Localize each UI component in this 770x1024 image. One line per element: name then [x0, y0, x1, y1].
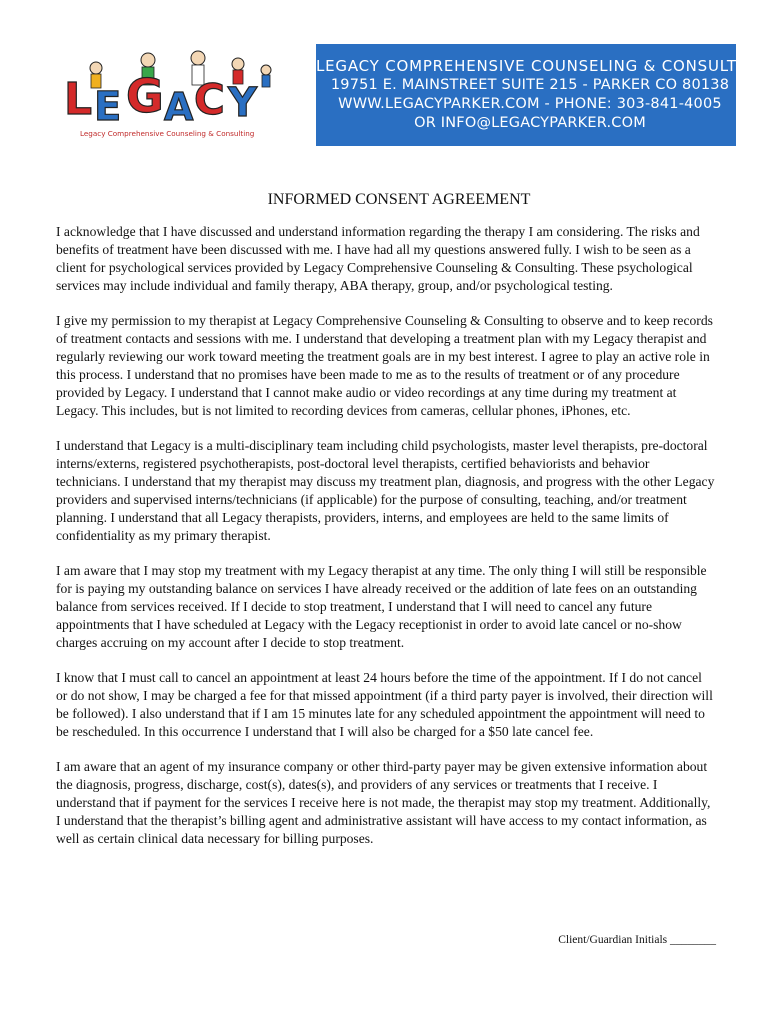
logo-letter-l: L: [64, 74, 93, 125]
legacy-logo-graphic: [60, 50, 312, 142]
paragraph-insurance: I am aware that an agent of my insurance company or other third-party payer may be given extensive information about the diagnosis, progress, discharge, cost(s), dates(s), and providers of any services or treatments that I receive. I understand that if payment for the services I receive here is not made, the therapist may stop my treatment. Additionally, I understand that the therapist’s billing agent and administrative assistant will have access to my contact information, as well as certain clinical data necessary for billing purposes.: [56, 759, 711, 846]
logo-letter-a: A: [164, 85, 194, 129]
header-banner: [316, 44, 767, 146]
client-guardian-initials-field[interactable]: Client/Guardian Initials ________: [558, 934, 716, 946]
banner-address: 19751 E. MAINSTREET SUITE 215 - PARKER CO 80138: [330, 77, 730, 93]
document-body: [56, 190, 716, 865]
logo-tagline: Legacy Comprehensive Counseling & Consulting: [80, 129, 255, 138]
banner-practice-name: LEGACY COMPREHENSIVE COUNSELING & CONSULTING: [316, 57, 767, 75]
logo-letter-c: C: [194, 75, 225, 124]
document-title: INFORMED CONSENT AGREEMENT: [267, 191, 531, 208]
banner-email: OR INFO@LEGACYPARKER.COM: [414, 115, 646, 131]
logo-letter-e: E: [94, 84, 122, 130]
paragraph-cancellation: I know that I must call to cancel an appointment at least 24 hours before the time of the appointment. If I do not cancel or do not show, I may be charged a fee for that missed appointment (if a third party payer is involved, their direction will be followed). I also understand that if I am 15 minutes late for any scheduled appointment the appointment will need to be rescheduled. In this occurrence I understand that I will also be charged for a $50 late cancel fee.: [56, 670, 713, 739]
paragraph-acknowledgement: I acknowledge that I have discussed and understand information regarding the therapy I am considering. The risks and benefits of treatment have been discussed with me. I have had all my questions answered fully. I wish to be seen as a client for psychological services provided by Legacy Comprehensive Counseling & Consulting. These psychological services may include individual and family therapy, ABA therapy, group, and/or psychological testing.: [56, 224, 700, 293]
banner-web-phone: WWW.LEGACYPARKER.COM - PHONE: 303-841-4005: [338, 96, 722, 112]
paragraph-permission: I give my permission to my therapist at Legacy Comprehensive Counseling & Consulting to observe and to keep records of treatment contacts and sessions with me. I understand that developing a treatment plan with my Legacy therapist and regularly reviewing our work toward meeting the treatment goals are in my best interest. I agree to play an active role in this process. I understand that no promises have been made to me as to the results of treatment or of any procedure provided by Legacy. I understand that I cannot make audio or video recordings at any time during my treatment at Legacy. This includes, but is not limited to recording devices from cameras, cellular phones, iPhones, etc.: [56, 313, 713, 418]
paragraph-stop-treatment: I am aware that I may stop my treatment with my Legacy therapist at any time. The only thing I will still be responsible for is paying my outstanding balance on services I have already received or the addition of late fees on an outstanding balance from services received. If I decide to stop treatment, I understand that I will need to cancel any future appointments that I have scheduled at Legacy with the Legacy receptionist in order to avoid late cancel or no-show charges accruing on my account after I decide to stop treatment.: [56, 563, 707, 650]
logo-letter-g: G: [126, 69, 164, 123]
paragraph-team: I understand that Legacy is a multi-disciplinary team including child psychologists, master level therapists, pre-doctoral interns/externs, registered psychotherapists, post-doctoral level therapists, certified behaviorists and behavior technicians. I understand that my therapist may discuss my treatment plan, diagnosis, and progress with the other Legacy providers and supervised interns/technicians (if applicable) for the purpose of consulting, teaching, and/or treatment planning. I understand that all Legacy therapists, providers, interns, and employees are held to the same limits of confidentiality as my primary therapist.: [56, 438, 715, 543]
legacy-logo: [60, 50, 312, 142]
logo-letter-y: Y: [228, 80, 257, 126]
